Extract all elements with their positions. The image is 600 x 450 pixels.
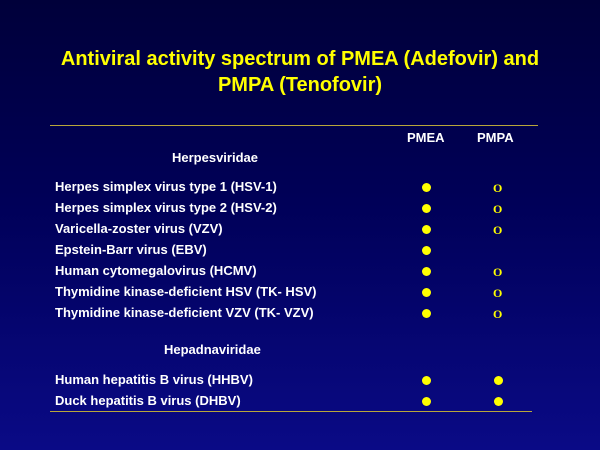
table-row xyxy=(55,284,535,304)
column-header-pmea: PMEA xyxy=(407,130,445,145)
pmea-active-dot xyxy=(422,397,431,406)
pmpa-activity-mark: O xyxy=(493,181,503,195)
pmea-active-dot xyxy=(422,183,431,192)
virus-name: Varicella-zoster virus (VZV) xyxy=(55,221,223,236)
table-row xyxy=(55,179,535,199)
pmea-active-dot xyxy=(422,225,431,234)
virus-name: Herpes simplex virus type 1 (HSV-1) xyxy=(55,179,277,194)
pmpa-activity-mark: O xyxy=(493,202,503,216)
title-line-2: PMPA (Tenofovir) xyxy=(217,74,383,96)
title-line-1: Antiviral activity spectrum of PMEA (Adefovir) and xyxy=(60,48,540,70)
pmpa-activity-mark: O xyxy=(493,223,503,237)
virus-name: Duck hepatitis B virus (DHBV) xyxy=(55,393,241,408)
table-row xyxy=(55,305,535,325)
slide-title xyxy=(0,46,600,98)
virus-name: Human cytomegalovirus (HCMV) xyxy=(55,263,257,278)
pmea-active-dot xyxy=(422,204,431,213)
virus-name: Human hepatitis B virus (HHBV) xyxy=(55,372,253,387)
pmpa-activity-mark: O xyxy=(493,286,503,300)
family-heading-hepadnaviridae: Hepadnaviridae xyxy=(164,342,261,357)
pmea-active-dot xyxy=(422,267,431,276)
pmpa-activity-mark: O xyxy=(493,265,503,279)
table-row xyxy=(55,221,535,241)
table-row xyxy=(55,372,535,392)
virus-name: Thymidine kinase-deficient HSV (TK- HSV) xyxy=(55,284,317,299)
pmpa-active-dot xyxy=(494,397,503,406)
column-header-pmpa: PMPA xyxy=(477,130,514,145)
virus-name: Epstein-Barr virus (EBV) xyxy=(55,242,207,257)
pmea-active-dot xyxy=(422,246,431,255)
pmpa-activity-mark: O xyxy=(493,307,503,321)
virus-name: Thymidine kinase-deficient VZV (TK- VZV) xyxy=(55,305,314,320)
pmpa-active-dot xyxy=(494,376,503,385)
table-row xyxy=(55,393,535,413)
pmea-active-dot xyxy=(422,376,431,385)
table-row xyxy=(55,242,535,262)
table-bottom-rule xyxy=(50,411,532,412)
virus-name: Herpes simplex virus type 2 (HSV-2) xyxy=(55,200,277,215)
table-row xyxy=(55,200,535,220)
pmea-active-dot xyxy=(422,288,431,297)
table-row xyxy=(55,263,535,283)
family-heading-herpesviridae: Herpesviridae xyxy=(172,150,258,165)
pmea-active-dot xyxy=(422,309,431,318)
table-top-rule xyxy=(50,125,538,126)
